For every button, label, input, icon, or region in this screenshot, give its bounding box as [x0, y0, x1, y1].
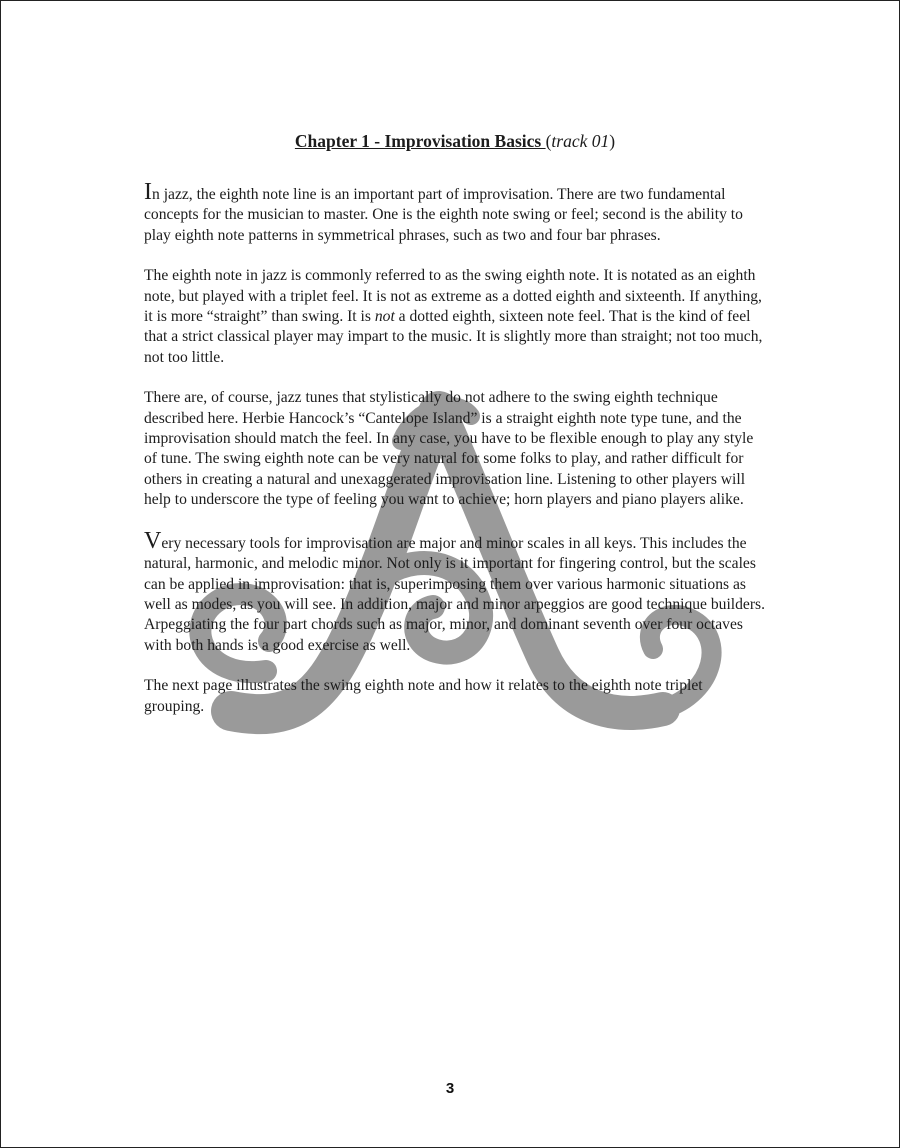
paragraph-4 [144, 527, 766, 656]
paragraph-1-text: n jazz, the eighth note line is an important part of improvisation. There are two fundamental concepts for the musician to master. One is the eighth note swing or feel; second is the ability to play eighth note patterns in symmetrical phrases, such as two and four bar phrases. [144, 186, 743, 244]
chapter-heading [144, 129, 766, 153]
paragraph-5 [144, 676, 766, 717]
paragraph-2-text-before: The eighth note in jazz is commonly referred to as the swing eighth note. It is notated as an eighth note, but played with a triplet feel. It is not as extreme as a dotted eighth and sixteenth. If anything, it is more “straight” than swing. It is [144, 267, 762, 326]
page-number: 3 [445, 1080, 455, 1097]
paren-close: ) [609, 131, 616, 151]
paragraph-2-text-after: a dotted eighth, sixteen note feel. That is the kind of feel that a strict classical player may impart to the music. It is slightly more than straight; not too much, not too little. [144, 308, 763, 366]
page-body [144, 129, 766, 737]
paragraph-1 [144, 179, 766, 246]
paren-open: ( [545, 131, 552, 151]
paragraph-3-text: There are, of course, jazz tunes that stylistically do not adhere to the swing eighth technique described here. Herbie Hancock’s “Cantelope Island” is a straight eighth note type tune, and the improvisation should match the feel. In any case, you have to be flexible enough to play any style of tune. The swing eighth note can be very natural for some folks to play, and rather difficult for others in creating a natural and unexaggerated improvisation line. Listening to other players will help to underscore the type of feeling you want to achieve; horn players and piano players alike. [144, 389, 754, 509]
chapter-title: Chapter 1 - Improvisation Basics [294, 131, 546, 151]
paragraph-3 [144, 388, 766, 510]
dropcap-4: V [144, 527, 162, 554]
paragraph-2 [144, 266, 766, 368]
paragraph-5-text: The next page illustrates the swing eighth note and how it relates to the eighth note triplet grouping. [144, 677, 703, 715]
paragraph-4-text: ery necessary tools for improvisation are major and minor scales in all keys. This includes the natural, harmonic, and melodic minor. Not only is it important for fingering control, but the scales can be applied in improvisation: that is, superimposing them over various harmonic situations as well as modes, as you will see. In addition, major and minor arpeggios are good technique builders. Arpeggiating the four part chords such as major, minor, and dominant seventh over four octaves with both hands is a good exercise as well. [144, 534, 766, 654]
paragraph-2-emphasis: not [374, 308, 395, 326]
track-label: track 01 [551, 131, 610, 151]
dropcap-1: I [144, 179, 152, 205]
